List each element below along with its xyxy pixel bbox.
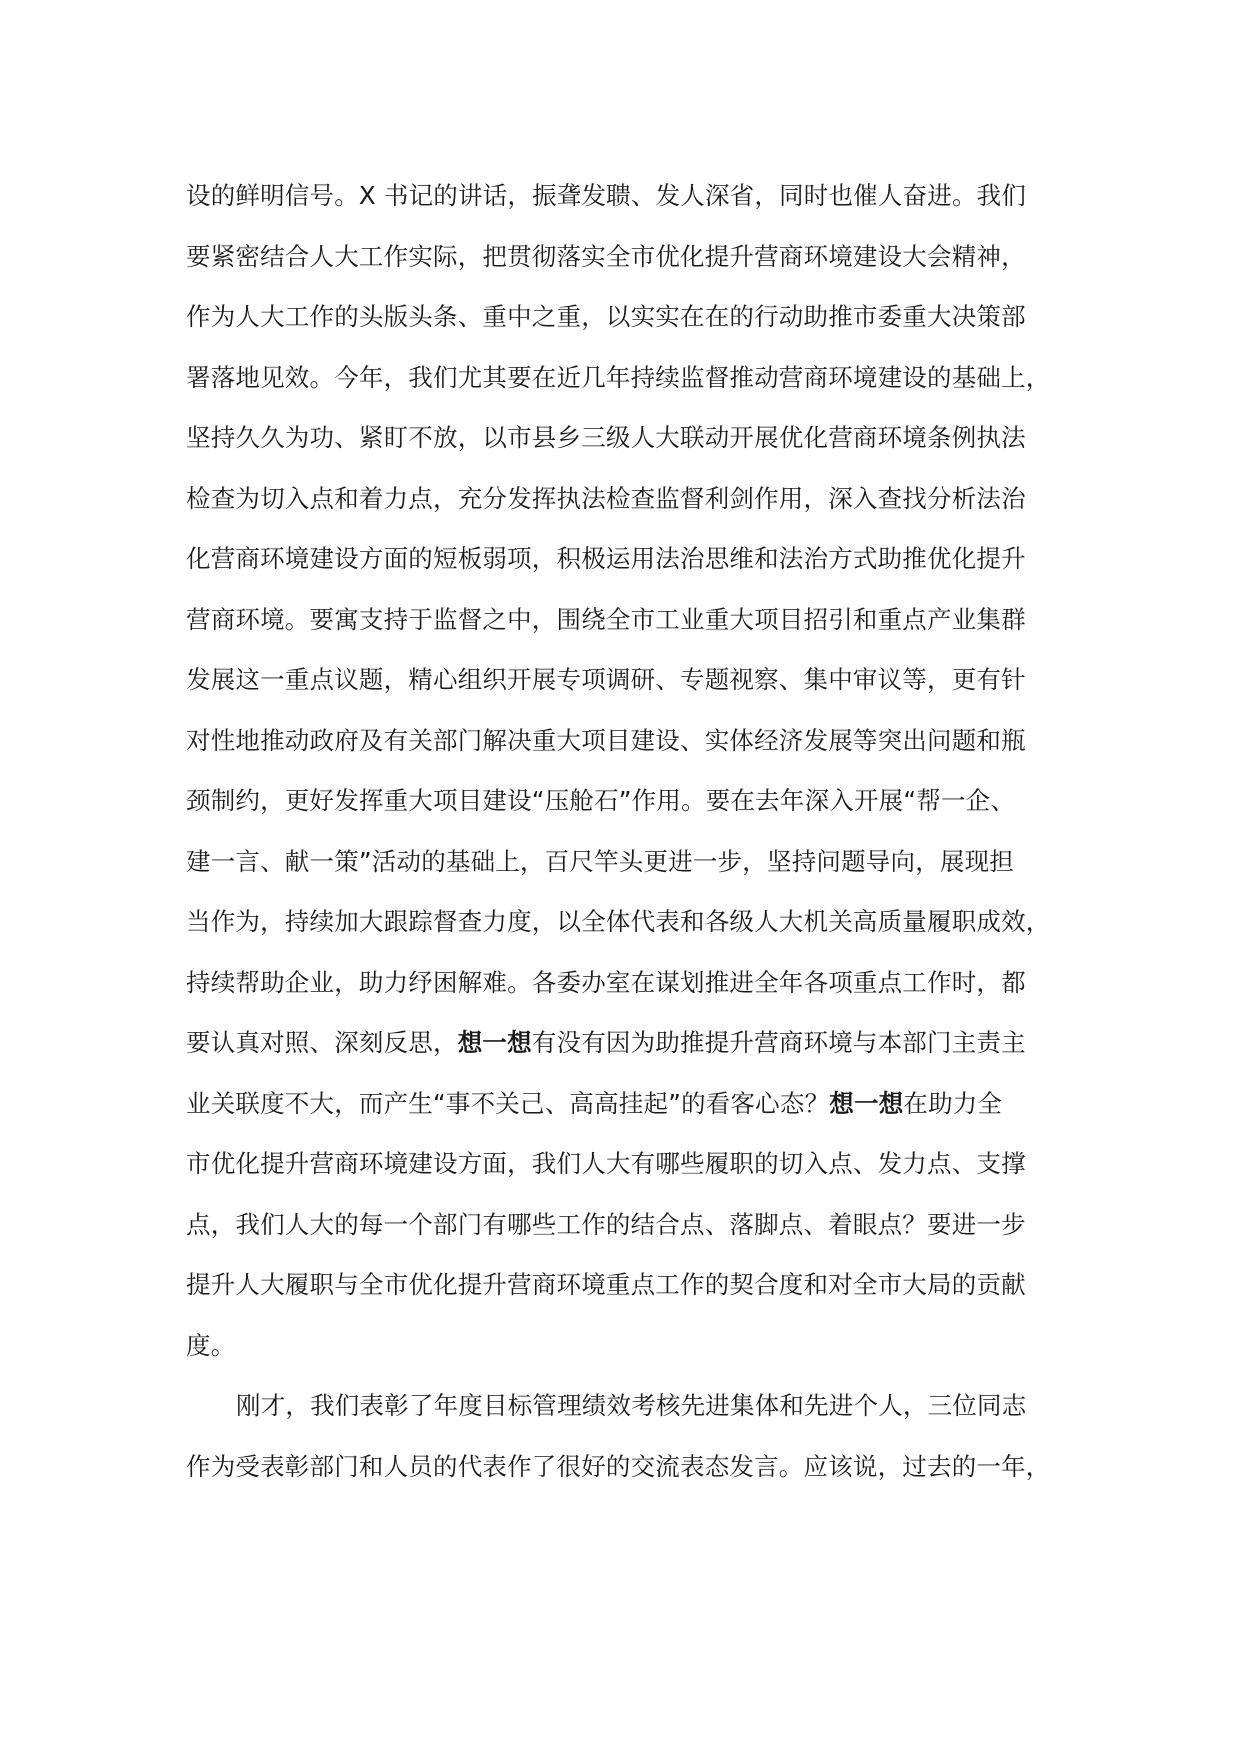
text-run: 化营商环境建设方面的短板弱项，积极运用法治思维和法治方式助推优化提升 (186, 544, 1026, 573)
text-line (186, 1442, 1086, 1503)
text-run: 建一言、献一策”活动的基础上，百尺竿头更进一步，坚持问题导向，展现担 (186, 846, 1014, 876)
text-run: 要认真对照、深刻反思， (186, 1028, 458, 1057)
text-line (186, 1018, 1086, 1079)
text-line (186, 171, 1086, 232)
text-run: 在助力全 (903, 1088, 1003, 1118)
text-run: 提升人大履职与全市优化提升营商环境重点工作的契合度和对全市大局的贡献 (186, 1270, 1026, 1299)
text-line (186, 534, 1086, 595)
text-run: 刚才，我们表彰了年度目标管理绩效考核先进集体和先进个人，三位同志 (236, 1391, 1027, 1420)
text-line (186, 1139, 1086, 1200)
text-run: 持续帮助企业，助力纾困解难。各委办室在谋划推进全年各项重点工作时，都 (186, 967, 1026, 997)
text-run: 要紧密结合人大工作实际，把贯彻落实全市优化提升营商环境建设大会精神， (186, 241, 1026, 271)
text-run: 发展这一重点议题，精心组织开展专项调研、专题视察、集中审议等，更有针 (186, 665, 1026, 694)
text-line (186, 1079, 1086, 1140)
text-line (186, 1321, 1086, 1382)
text-run: 颈制约，更好发挥重大项目建设“压舱石”作用。要在去年深入开展“帮一企、 (186, 786, 1016, 815)
text-run: 作为受表彰部门和人员的代表作了很好的交流表态发言。应该说，过去的一年， (186, 1451, 1051, 1481)
text-run: 度。 (186, 1330, 236, 1360)
text-line (186, 837, 1086, 898)
text-line (186, 595, 1086, 656)
text-run: 检查为切入点和着力点，充分发挥执法检查监督利剑作用，深入查找分析法治 (186, 483, 1026, 513)
text-line (186, 776, 1086, 837)
text-run: 对性地推动政府及有关部门解决重大项目建设、实体经济发展等突出问题和瓶 (186, 725, 1026, 755)
text-line (186, 232, 1086, 293)
emphasis-text: 想一想 (457, 1028, 532, 1057)
text-line (186, 413, 1086, 474)
text-run: 业关联度不大，而产生“事不关己、高高挂起”的看客心态？ (186, 1088, 830, 1118)
text-line (186, 1200, 1086, 1261)
text-line (186, 897, 1086, 958)
text-run: 有没有因为助推提升营商环境与本部门主责主 (531, 1028, 1026, 1057)
text-run: 署落地见效。今年，我们尤其要在近几年持续监督推动营商环境建设的基础上， (186, 362, 1051, 392)
text-line (186, 474, 1086, 535)
text-run: 当作为，持续加大跟踪督查力度，以全体代表和各级人大机关高质量履职成效， (186, 907, 1051, 936)
text-line (186, 958, 1086, 1019)
text-run: 营商环境。要寓支持于监督之中，围绕全市工业重大项目招引和重点产业集群 (186, 604, 1026, 634)
body-text (186, 171, 1086, 1502)
paragraph-first-line (186, 1381, 1086, 1442)
text-run: 作为人大工作的头版头条、重中之重，以实实在在的行动助推市委重大决策部 (186, 302, 1026, 331)
text-line (186, 1260, 1086, 1321)
text-run: 点，我们人大的每一个部门有哪些工作的结合点、落脚点、着眼点？要进一步 (186, 1209, 1026, 1239)
text-line (186, 292, 1086, 353)
text-line (186, 716, 1086, 777)
emphasis-text: 想一想 (829, 1088, 904, 1118)
text-run: 市优化提升营商环境建设方面，我们人大有哪些履职的切入点、发力点、支撑 (186, 1149, 1026, 1178)
text-run: 设的鲜明信号。X 书记的讲话，振聋发聩、发人深省，同时也催人奋进。我们 (186, 181, 1027, 210)
text-line (186, 353, 1086, 414)
text-line (186, 655, 1086, 716)
text-run: 坚持久久为功、紧盯不放，以市县乡三级人大联动开展优化营商环境条例执法 (186, 423, 1026, 452)
